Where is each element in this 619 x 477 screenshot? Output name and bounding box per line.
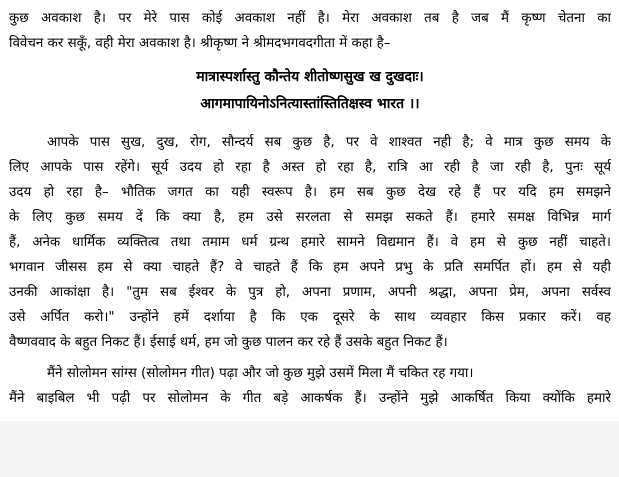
intro-line-2: विवेचन कर सकूँ, वही मेरा अवकाश है। श्रीकृष्ण ने श्रीमदभगवदगीता में कहा है–	[9, 36, 391, 51]
body-line-8: उसे अर्पित करो।" उन्होंने हमें दर्शाया है कि एक दूसरे के साथ व्यवहार किस प्रकार करें। वह	[9, 310, 611, 325]
body-paragraph	[9, 130, 611, 355]
body-line-3: उदय हो रहा है– भौतिक जगत का यही स्वरूप है। हम सब कुछ देख रहे हैं पर यदि हम समझने	[9, 185, 611, 200]
final-line-2: मैंने बाइबिल भी पढ़ी पर सोलोमन के गीत बड़े आकर्षक हैं। उन्होंने मुझे आकर्षित किया क्योंकि हमारे	[9, 391, 611, 406]
gita-verse	[9, 64, 611, 118]
body-line-7: उनकी आकांक्षा है। "तुम सब ईश्वर के पुत्र हो, अपना प्रणाम, अपनी श्रद्धा, अपना प्रेम, अपना सर्वस्व	[9, 285, 611, 300]
final-line-1: मैंने सोलोमन सांग्स (सोलोमन गीत) पढ़ा और जो कुछ मुझे उसमें मिला मैं चकित रह गया।	[47, 366, 474, 381]
intro-line-1: कुछ अवकाश है। पर मेरे पास कोई अवकाश नहीं है। मेरा अवकाश तब है जब मैं कृष्ण चेतना का	[9, 11, 611, 26]
verse-line-2: आगमापायिनोऽनित्यास्तांस्तितिक्षस्व भारत ।।	[200, 96, 420, 112]
body-line-4: के लिए कुछ समय दें कि क्या है, हम उसे सरलता से समझ सकते हैं। हमारे समक्ष विभिन्न मार्ग	[9, 210, 611, 225]
body-line-5: हैं, अनेक धार्मिक व्यक्तित्व तथा तमाम धर्म ग्रन्थ हमारे सामने विद्यमान हैं। वे हम से कुछ नहीं चाहते।	[9, 235, 611, 250]
body-line-6: भगवान जीसस हम से क्या चाहते हैं? वे चाहते हैं कि हम अपने प्रभु के प्रति समर्पित हों। हम से यही	[9, 260, 611, 275]
verse-line-1: मात्रास्पर्शास्तु कौन्तेय शीतोष्णसुख ख दुखदाः।	[196, 69, 424, 85]
body-line-2: लिए आपके पास रहेंगे। सूर्य उदय हो रहा है अस्त हो रहा है, रात्रि आ रही है जा रही है, पुनः सूर्य	[9, 160, 611, 175]
final-paragraph	[9, 361, 611, 411]
body-line-9: वैष्णववाद के बहुत निकट हैं। ईसाई धर्म, हम जो कुछ पालन कर रहे हैं उसके बहुत निकट हैं।	[9, 335, 448, 350]
intro-paragraph	[9, 6, 611, 56]
body-line-1: आपके पास सुख, दुख, रोग, सौन्दर्य सब कुछ है, पर वे शाश्वत नही है; वे मात्र कुछ समय के	[47, 135, 611, 150]
